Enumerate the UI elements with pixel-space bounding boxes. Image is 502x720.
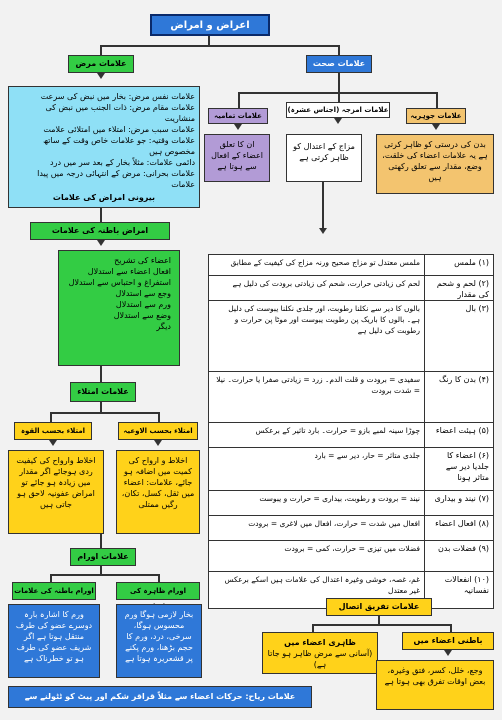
waram-batna-label: اورام باطنہ کی علامات — [14, 587, 94, 595]
marz-line: علامات مقام مرض: ذات الجنب میں نبض کی منشاریت — [45, 103, 195, 123]
tafriq-ittisal-header — [326, 598, 432, 616]
alamat-amzija-text — [286, 134, 362, 182]
amraz-batna-label: امراض باطنہ کی علامات — [51, 226, 149, 235]
table-row-desc: نیند = برودت و رطوبت، بیداری = حرارت و یبوست — [259, 494, 420, 503]
alamat-sehat-header — [306, 55, 372, 73]
table-row — [209, 372, 493, 423]
batna-item: دیگر — [156, 322, 171, 331]
alamat-tamamia-label: علامات تمامیہ — [214, 112, 262, 120]
connector — [100, 534, 102, 548]
connector — [100, 45, 102, 55]
imtila-quwwa-label: امتلاء بحسب القوہ — [20, 427, 86, 435]
alamat-waram-label: علامات اورام — [77, 552, 129, 561]
amzija-table — [208, 254, 494, 609]
waram-batna-text — [8, 604, 100, 678]
marz-line: دائمی علامات: مثلاً بخار کے بعد سر میں درد — [50, 158, 195, 167]
connector — [450, 624, 452, 632]
table-row-label: (۵) ہیئت اعضاء — [424, 423, 493, 447]
footer-riyah — [8, 686, 312, 708]
waram-batna-body: ورم کا اشارہ بارہ دوسرے عضو کی طرف منتقل ہوتا ہے اگر شریف عضو کی طرف ہو تو خطرناک ہے — [15, 610, 93, 663]
table-row-label: (۴) بدن کا رنگ — [424, 372, 493, 422]
batna-item: اعضاء کی تشریح — [114, 256, 171, 265]
table-row-desc: افعال میں شدت = حرارت، افعال میں لاغری = برودت — [248, 519, 420, 528]
connector — [378, 616, 380, 624]
connector — [158, 574, 160, 582]
table-row-label: (۶) اعضاء کا جلدیا دیر سے متاثر ہونا — [424, 448, 493, 490]
alamat-tamamia-header — [208, 108, 268, 124]
imtila-quwwa-text — [8, 450, 104, 534]
alamat-marz-label: علامات مرض — [75, 59, 127, 68]
connector — [50, 574, 160, 576]
table-row — [209, 541, 493, 572]
marz-line: علامات نفس مرض: بخار میں نبض کی سرعت — [40, 92, 195, 101]
connector — [100, 208, 102, 222]
title-text: اعراض و امراض — [170, 20, 250, 31]
imtila-aw-text — [116, 450, 200, 534]
alamat-jauharia-label: علامات جوہریہ — [410, 112, 462, 120]
alamat-marz-header — [68, 55, 134, 73]
batini-aza-text — [376, 660, 494, 710]
alamat-tamamia-text — [204, 134, 270, 182]
table-row-desc: غم، غصہ، خوشی وغیرہ اعتدال کی علامات ہیں اسکے برعکس غیر معتدل — [224, 575, 420, 595]
waram-batna-header — [12, 582, 96, 600]
waram-zahira-body: بخار لازمی ہوگا ورم محسوس ہوگا، سرخی، درد، ورم کا حجم بڑھنا، ورم پکنے پر قشعریرہ ہوتا ہے — [124, 610, 194, 663]
amraz-batna-header — [30, 222, 170, 240]
hair-desc: بالوں کا دیر سے نکلنا رطوبت، اور جلدی نکلنا یبوست کی دلیل ہے۔ بالوں کا باریک پن رطوبت یبوست اور موٹا پن حرارت و رطوبت کی دلیل ہے — [228, 304, 420, 335]
batini-aza-label: باطنی اعضاء میں — [413, 636, 483, 645]
connector — [322, 182, 324, 228]
waram-zahira-label: اورام ظاہرہ کی — [129, 587, 187, 595]
marz-line: علامات بحرانی: مرض کے انتہائی درجہ میں پیدا علامات — [37, 169, 195, 189]
arrow-down-icon — [97, 240, 105, 246]
connector — [158, 412, 160, 422]
zahiri-aza-box — [262, 632, 378, 674]
arrow-down-icon — [334, 118, 342, 124]
alamat-jauharia-header — [406, 108, 466, 124]
table-row — [209, 516, 493, 541]
batna-item: وجع سے استدلال — [115, 289, 171, 298]
tafriq-ittisal-label: علامات تفریق اتصال — [338, 602, 420, 611]
table-row-desc: جلدی متاثر = حار، دیر سے = بارد — [314, 451, 420, 460]
arrow-down-icon — [97, 73, 105, 79]
alamat-waram-header — [70, 548, 136, 566]
table-row-desc: ملمس معتدل تو مزاج صحیح ورنہ مزاج کی کیفیت کے مطابق — [230, 258, 420, 267]
connector — [312, 624, 314, 632]
marz-line: علامات وقتیہ: جو علامات خاص وقت کے ساتھ مخصوص ہیں — [43, 136, 195, 156]
zahiri-aza-body: (آسانی سے مرض ظاہر ہو جاتا ہے) — [267, 649, 373, 669]
alamat-marz-list — [8, 86, 200, 208]
alamat-amzija-body: مزاج کے اعتدال کو ظاہر کرتی ہے — [293, 142, 355, 162]
connector — [50, 412, 160, 414]
alamat-tamamia-body: ان کا تعلق اعضاء کے افعال سے ہوتا ہے — [211, 140, 263, 171]
imtila-aw-label: امتلاء بحسب الاوعیہ — [123, 427, 193, 435]
zahiri-aza-label: ظاہری اعضاء میں — [284, 638, 356, 647]
table-row-label: (۹) فضلات بدن — [424, 541, 493, 571]
arrow-down-icon — [234, 124, 242, 130]
marz-line: بیرونی امراض کی علامات — [52, 193, 156, 202]
connector — [338, 45, 340, 55]
waram-zahira-header — [116, 582, 200, 600]
arrow-down-icon — [49, 440, 57, 446]
table-row-desc: لحم کی زیادتی حرارت، شحم کی زیادتی برودت کی دلیل ہے — [232, 279, 420, 288]
alamat-sehat-label: علامات صحت — [312, 59, 366, 68]
title-box — [150, 14, 270, 36]
table-row — [209, 448, 493, 491]
table-row — [209, 276, 493, 301]
alamat-amzija-header — [286, 102, 390, 118]
table-row — [209, 491, 493, 516]
batna-item: افعال اعضاء سے استدلال — [87, 267, 171, 276]
alamat-imtila-header — [70, 382, 136, 402]
imtila-aw-body: اخلاط و ارواح کی کمیت میں اضافہ ہو جائے، علامات: اعضاء میں ثقل، کسل، تکان، رگیں ممتلی — [121, 456, 195, 509]
alamat-amzija-label: علامات امزجہ (اجناس عشرہ) — [287, 106, 389, 114]
connector — [338, 73, 340, 93]
connector — [338, 92, 340, 102]
table-row-label: (۳) بال — [424, 301, 493, 371]
table-row-label: (۷) نیند و بیداری — [424, 491, 493, 515]
arrow-down-icon — [154, 440, 162, 446]
connector — [312, 624, 452, 626]
table-row-label: (۸) افعال اعضاء — [424, 516, 493, 540]
batna-item: وضع سے استدلال — [113, 311, 171, 320]
arrow-down-icon — [432, 124, 440, 130]
imtila-quwwa-body: اخلاط وارواح کی کیفیت ردی ہوجائے اگر مقدار میں زیادہ ہو جائے تو امراض عفونیہ لاحق ہو جاتی ہیں — [16, 456, 96, 509]
connector — [50, 574, 52, 582]
table-row-desc: سفیدی = برودت و قلت الدم۔ زرد = زیادتی صفرا یا حرارت۔ نیلا = شدت برودت — [216, 375, 420, 395]
imtila-quwwa-header — [14, 422, 92, 440]
imtila-aw-header — [118, 422, 198, 440]
connector — [100, 45, 340, 47]
table-row-label: (۱) ملمس — [424, 255, 493, 275]
connector — [100, 366, 102, 382]
amraz-batna-list — [58, 250, 180, 366]
table-row-label: (۲) لحم و شحم کی مقدار — [424, 276, 493, 300]
connector — [50, 412, 52, 422]
table-row-desc: فضلات میں تیزی = حرارت، کمی = برودت — [284, 544, 420, 553]
connector — [100, 402, 102, 412]
connector — [100, 566, 102, 574]
footer-riyah-text: علامات ریاح: حرکات اعضاء سے مثلاً قراقر شکم اور پیٹ کو ٹٹولنے سے — [24, 692, 296, 701]
connector — [436, 92, 438, 108]
alamat-jauharia-body: بدن کی درستی کو ظاہر کرتی ہے یہ علامات اعضاء کی خلقت، وضع، مقدار سے تعلق رکھتی ہیں — [382, 140, 488, 182]
alamat-jauharia-text — [376, 134, 494, 194]
batini-aza-header — [402, 632, 494, 650]
arrow-down-icon — [319, 228, 327, 234]
batini-aza-body: وجع، خلل، کسر، فتق وغیرہ، بعض اوقات تفرق بھی ہوتا ہے — [384, 666, 486, 686]
arrow-down-icon — [444, 650, 452, 656]
table-row-desc: چوڑا سینہ لمبے بازو = حرارت۔ بارد تاثیر کے برعکس — [255, 426, 420, 435]
table-row-desc — [209, 301, 424, 371]
marz-line: علامات سبب مرض: امتلاء میں امتلائی علامت — [43, 125, 195, 134]
alamat-imtila-label: علامات امتلاء — [77, 387, 129, 396]
table-row — [209, 255, 493, 276]
table-row — [209, 423, 493, 448]
waram-zahira-text — [116, 604, 202, 678]
batna-item: ورم سے استدلال — [115, 300, 171, 309]
connector — [238, 92, 240, 108]
table-row — [209, 301, 493, 372]
batna-item: استفراغ و احتباس سے استدلال — [68, 278, 171, 287]
table-row-label: (۱۰) انفعالات نفسانیہ — [424, 572, 493, 608]
